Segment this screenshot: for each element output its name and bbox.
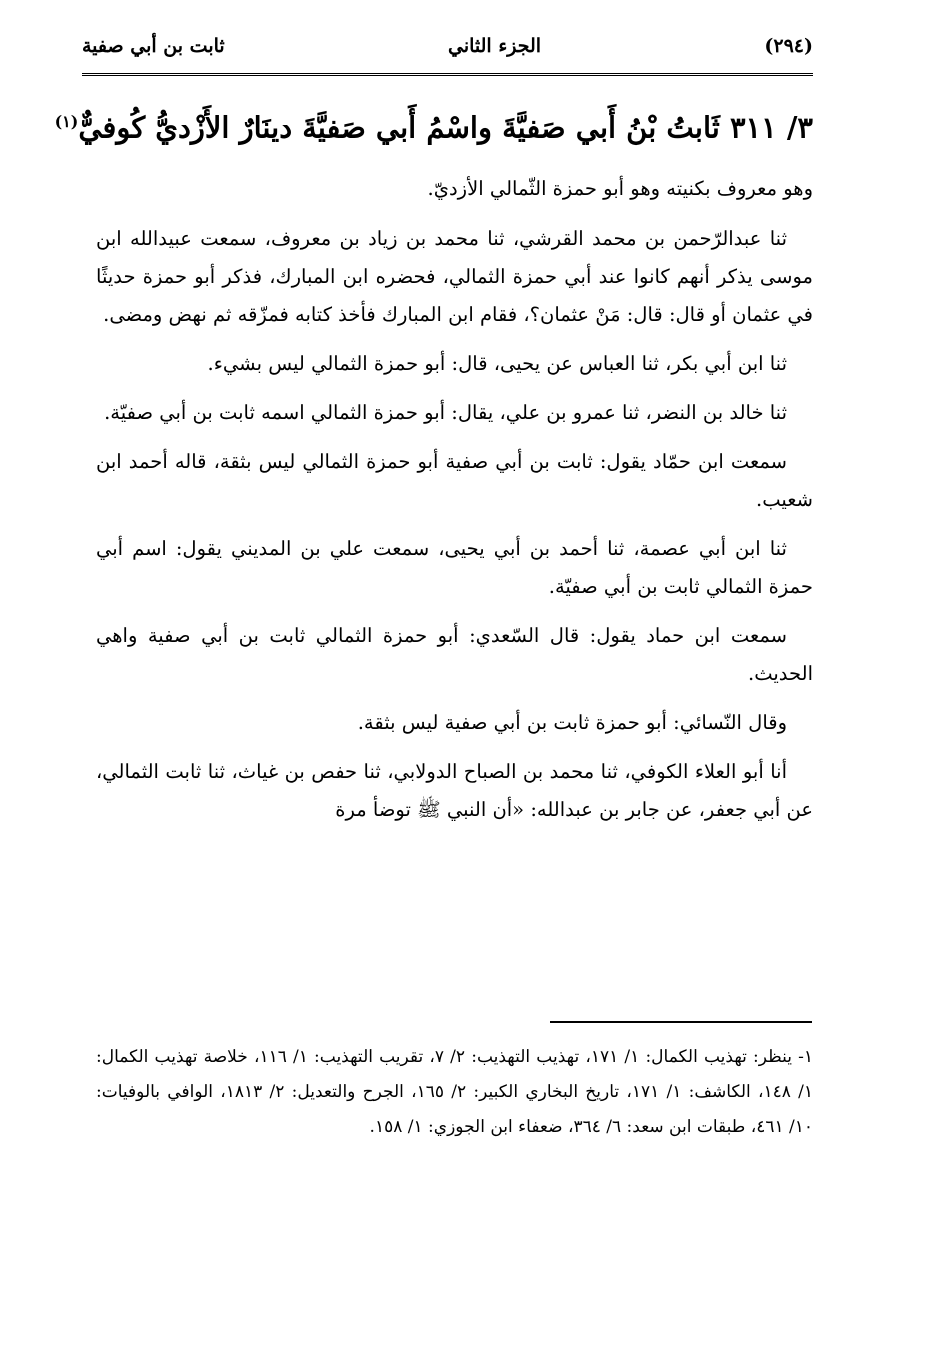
entry-name: ثَابتُ بْنُ أَبي صَفيَّةَ واسْمُ أَبي صَفيَّةَ دينَارٌ الأَزْديُّ كُوفيٌّ — [78, 110, 720, 145]
paragraph: ثنا ابن أبي عصمة، ثنا أحمد بن أبي يحيى، سمعت علي بن المديني يقول: اسم أبي حمزة الثمالي ثابت بن أبي صفيّة. — [96, 537, 813, 598]
paragraph: سمعت ابن حمّاد يقول: ثابت بن أبي صفية أبو حمزة الثمالي ليس بثقة، قاله أحمد ابن شعيب. — [96, 450, 813, 511]
paragraph: وهو معروف بكنيته وهو أبو حمزة الثّمالي الأزديّ. — [427, 177, 813, 200]
footnote-text: ١- ينظر: تهذيب الكمال: ١/ ١٧١، تهذيب التهذيب: ٢/ ٧، تقريب التهذيب: ١/ ١١٦، خلاصة تهذيب الكمال: ١/ ١٤٨، الكاشف: ١/ ١٧١، تاريخ البخاري الكبير: ٢/ ١٦٥، الجرح والتعديل: ٢/ ١٨١٣، الوافي بالوفيات: ١٠/ ٤٦١، طبقات ابن سعد: ٦/ ٣٦٤، ضعفاء ابن الجوزي: ١/ ١٥٨. — [96, 1047, 814, 1137]
entry-number: ٣/ ٣١١ — [729, 110, 813, 145]
paragraph: أنا أبو العلاء الكوفي، ثنا محمد بن الصباح الدولابي، ثنا حفص بن غياث، ثنا ثابت الثمالي، عن أبي جعفر، عن جابر بن عبدالله: «أن النبي ﷺ توضأ مرة — [96, 760, 813, 821]
paragraph: سمعت ابن حماد يقول: قال السّعدي: أبو حمزة الثمالي ثابت بن أبي صفية واهي الحديث. — [96, 624, 813, 685]
running-header — [82, 28, 813, 64]
footnote-marker: (١) — [54, 112, 79, 131]
volume-label: الجزء الثاني — [447, 35, 542, 57]
paragraph: وقال النّسائي: أبو حمزة ثابت بن أبي صفية ليس بثقة. — [357, 711, 787, 734]
body-text — [96, 170, 813, 840]
paragraph: ثنا عبدالرّحمن بن محمد القرشي، ثنا محمد بن زياد بن معروف، سمعت عبيدالله ابن موسى يذكر أنهم كانوا عند أبي حمزة الثمالي، فحضره ابن المبارك، فذكر أبو حمزة حديثًا في عثمان أو قال: قال: مَنْ عثمان؟، فقام ابن المبارك فأخذ كتابه فمزّقه ثم نهض ومضى. — [96, 227, 813, 326]
footnote-rule — [550, 1021, 812, 1023]
page-number: (٢٩٤) — [764, 35, 813, 57]
header-rule — [82, 73, 813, 78]
paragraph: ثنا خالد بن النضر، ثنا عمرو بن علي، يقال: أبو حمزة الثمالي اسمه ثابت بن أبي صفيّة. — [104, 401, 787, 424]
paragraph: ثنا ابن أبي بكر، ثنا العباس عن يحيى، قال: أبو حمزة الثمالي ليس بشيء. — [207, 352, 787, 375]
footnote — [96, 1040, 813, 1145]
running-title: ثابت بن أبي صفية — [82, 35, 225, 57]
entry-heading — [54, 100, 813, 150]
